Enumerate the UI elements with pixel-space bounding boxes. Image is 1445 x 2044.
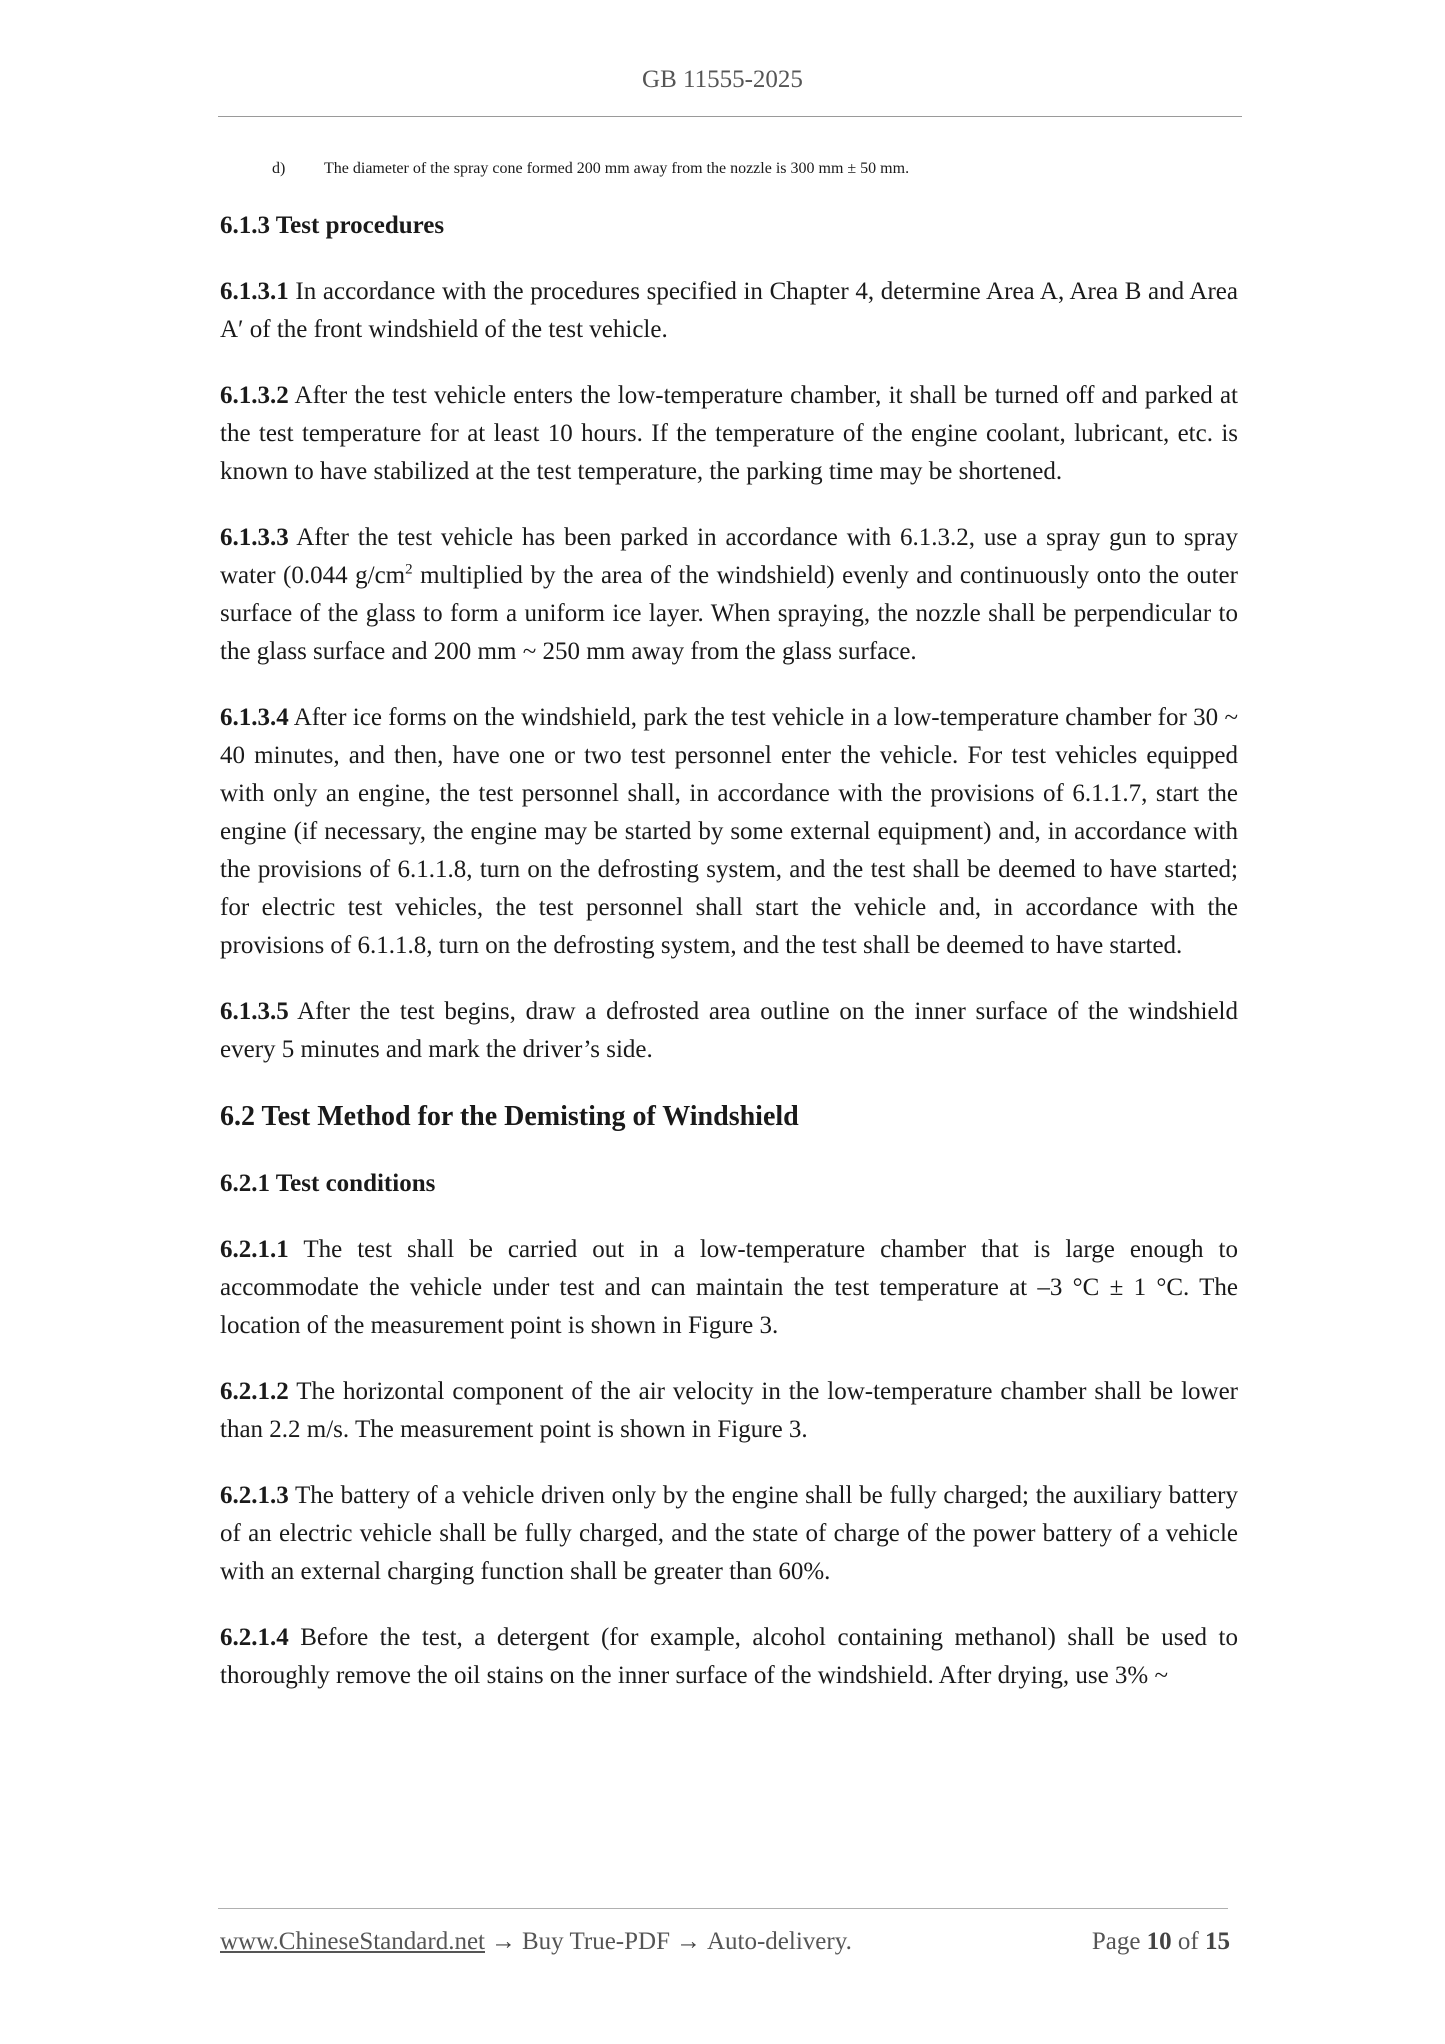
list-text: The diameter of the spray cone formed 200 mm away from the nozzle is 300 mm ± 50 mm.: [324, 160, 910, 177]
document-body: [220, 160, 1238, 1695]
clause-text-b: multiplied by the area of the windshield) evenly and continuously onto the outer surface of the glass to form a uniform ice layer. When spraying, the nozzle shall be perpendicular to the glass surface and 200 mm ~ 250 mm away from the glass surface.: [220, 562, 1238, 665]
clause-6-2-1-4: [220, 1619, 1238, 1695]
page-footer: [220, 1928, 1230, 1956]
clause-text: The test shall be carried out in a low-temperature chamber that is large enough to accommodate the vehicle under test and can maintain the test temperature at –3 °C ± 1 °C. The location of the measurement point is shown in Figure 3.: [220, 1236, 1238, 1339]
clause-text: Before the test, a detergent (for example, alcohol containing methanol) shall be used to thoroughly remove the oil stains on the inner surface of the windshield. After drying, use 3% ~: [220, 1624, 1238, 1689]
clause-6-1-3-3: [220, 519, 1238, 671]
page-word: Page: [1091, 1928, 1141, 1955]
of-word: of: [1177, 1928, 1199, 1955]
page-total: 15: [1205, 1928, 1230, 1955]
clause-text: In accordance with the procedures specified in Chapter 4, determine Area A, Area B and Area A′ of the front windshield of the test vehicle.: [220, 278, 1238, 343]
list-item-d: [272, 160, 1238, 178]
clause-text: The battery of a vehicle driven only by the engine shall be fully charged; the auxiliary battery of an electric vehicle shall be fully charged, and the state of charge of the power battery of a vehicle with an external charging function shall be greater than 60%.: [220, 1482, 1238, 1585]
superscript: 2: [405, 561, 413, 578]
section-heading-6-1-3: 6.1.3 Test procedures: [220, 212, 445, 239]
clause-6-2-1-2: [220, 1373, 1238, 1449]
footer-links: [220, 1928, 852, 1956]
clause-text: After the test begins, draw a defrosted area outline on the inner surface of the windshield every 5 minutes and mark the driver’s side.: [220, 998, 1238, 1063]
header-divider: [218, 116, 1242, 117]
page-number: [1092, 1928, 1230, 1956]
delivery-text: Auto-delivery.: [706, 1928, 852, 1955]
clause-text-a: After the test vehicle has been parked in accordance with 6.1.3.2, use a spray gun to spray water (0.044 g/cm: [220, 524, 1238, 589]
clause-6-1-3-5: [220, 993, 1238, 1069]
clause-6-1-3-2: [220, 377, 1238, 491]
clause-number: 6.2.1.4: [220, 1624, 289, 1651]
clause-number: 6.1.3.4: [220, 704, 289, 731]
section-heading-6-2: 6.2 Test Method for the Demisting of Windshield: [220, 1101, 799, 1132]
clause-6-2-1-1: [220, 1231, 1238, 1345]
footer-divider: [218, 1908, 1228, 1909]
clause-text: After ice forms on the windshield, park the test vehicle in a low-temperature chamber for 30 ~ 40 minutes, and then, have one or two test personnel enter the vehicle. For test vehicles equipped with only an engine, the test personnel shall, in accordance with the provisions of 6.1.1.7, start the engine (if necessary, the engine may be started by some external equipment) and, in accordance with the provisions of 6.1.1.8, turn on the defrosting system, and the test shall be deemed to have started; for electric test vehicles, the test personnel shall start the vehicle and, in accordance with the provisions of 6.1.1.8, turn on the defrosting system, and the test shall be deemed to have started.: [220, 704, 1238, 959]
clause-number: 6.1.3.3: [220, 524, 289, 551]
arrow-right-icon: →: [675, 1928, 701, 1955]
page-header: GB 11555-2025: [642, 66, 803, 93]
clause-text: After the test vehicle enters the low-temperature chamber, it shall be turned off and parked at the test temperature for at least 10 hours. If the temperature of the engine coolant, lubricant, etc. is known to have stabilized at the test temperature, the parking time may be shortened.: [220, 382, 1238, 485]
page-current: 10: [1146, 1928, 1172, 1955]
clause-number: 6.1.3.2: [220, 382, 289, 409]
clause-6-1-3-4: [220, 699, 1238, 965]
clause-number: 6.1.3.1: [220, 278, 289, 305]
clause-6-1-3-1: [220, 273, 1238, 349]
clause-number: 6.1.3.5: [220, 998, 289, 1025]
buy-pdf-text: Buy True-PDF: [522, 1928, 670, 1955]
arrow-right-icon: →: [491, 1928, 516, 1955]
clause-number: 6.2.1.1: [220, 1236, 289, 1263]
clause-6-2-1-3: [220, 1477, 1238, 1591]
section-heading-6-2-1: 6.2.1 Test conditions: [220, 1170, 436, 1197]
site-link[interactable]: www.ChineseStandard.net: [220, 1928, 485, 1955]
clause-text: The horizontal component of the air velocity in the low-temperature chamber shall be lower than 2.2 m/s. The measurement point is shown in Figure 3.: [220, 1378, 1238, 1443]
clause-number: 6.2.1.3: [220, 1482, 289, 1509]
clause-number: 6.2.1.2: [220, 1378, 289, 1405]
list-label: d): [272, 160, 286, 177]
